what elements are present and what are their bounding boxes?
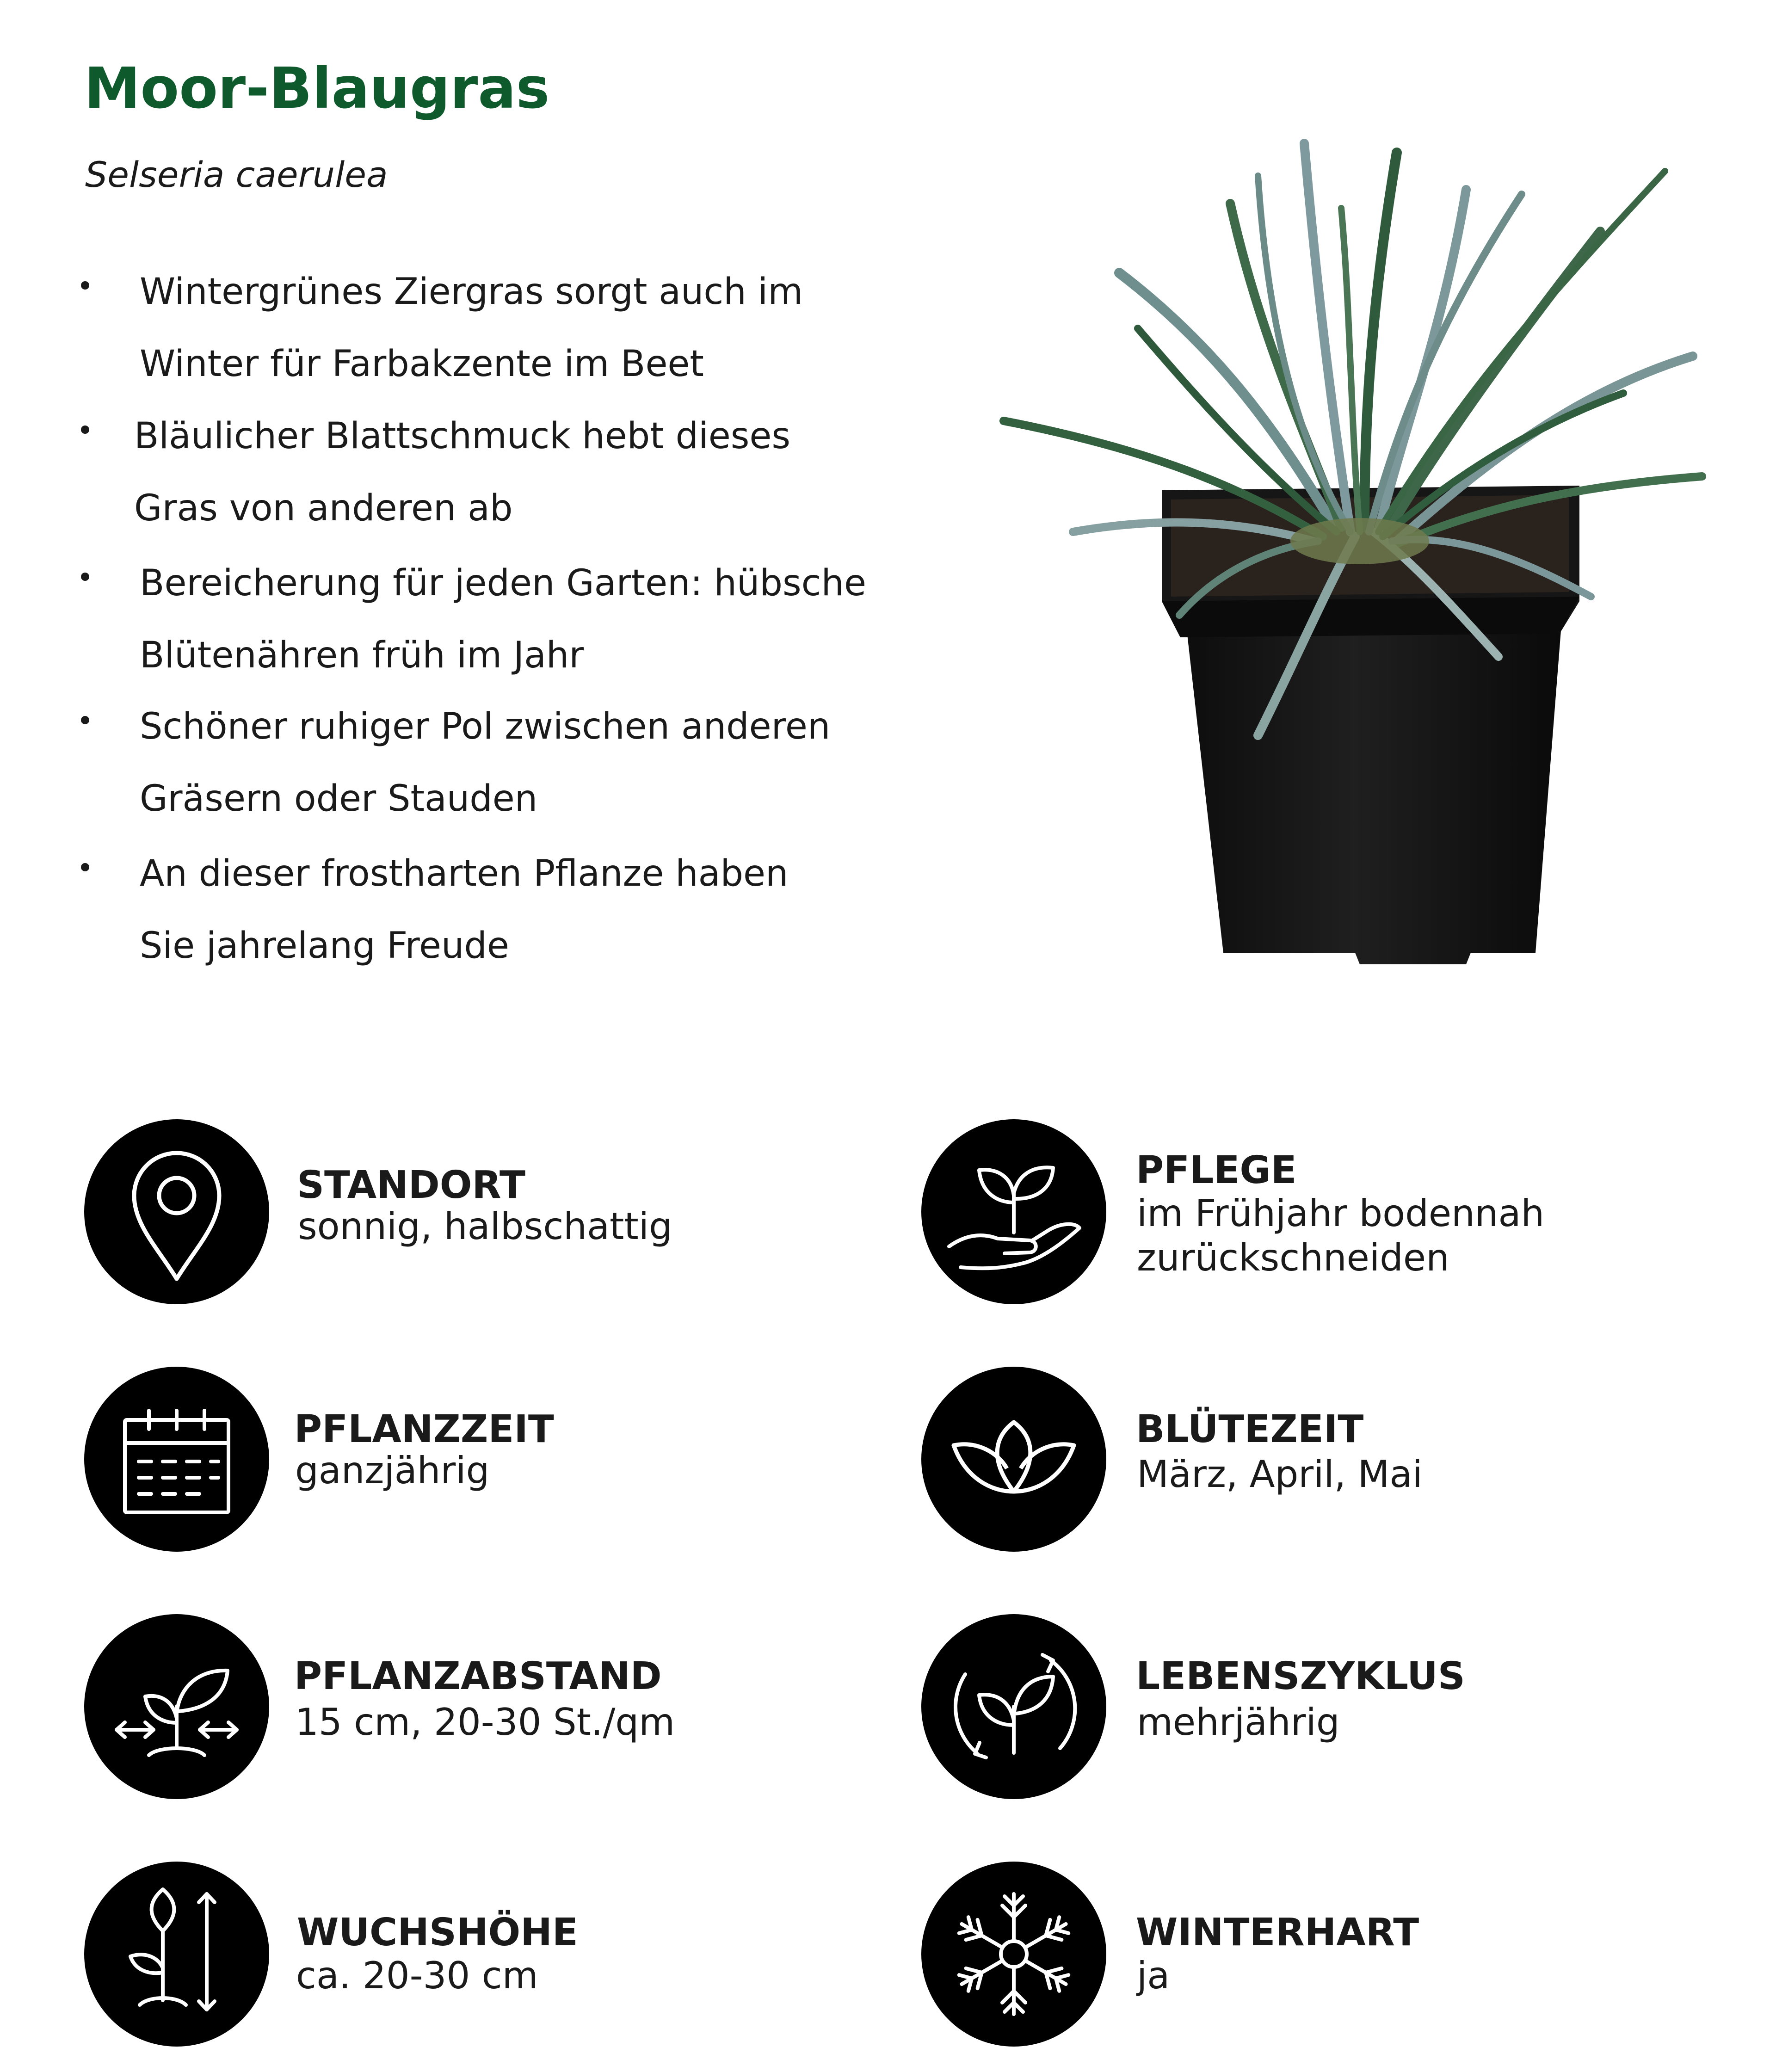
plant-spacing-icon <box>84 1614 269 1799</box>
attribute-value: ca. 20-30 cm <box>296 1954 538 1997</box>
attribute-value: März, April, Mai <box>1137 1453 1423 1496</box>
attribute-label: BLÜTEZEIT <box>1136 1407 1364 1451</box>
feature-list <box>0 0 925 999</box>
feature-line: An dieser frostharten Pflanze haben <box>140 853 789 894</box>
feature-line: Bläulicher Blattschmuck hebt dieses <box>134 415 791 457</box>
attribute-label: WUCHSHÖHE <box>297 1911 578 1955</box>
feature-line: Sie jahrelang Freude <box>140 925 509 967</box>
feature-line: Winter für Farbakzente im Beet <box>140 343 704 385</box>
feature-line: Schöner ruhiger Pol zwischen anderen <box>140 706 831 747</box>
attribute-value: im Frühjahr bodennah <box>1137 1192 1545 1235</box>
attribute-label: PFLANZZEIT <box>294 1407 554 1451</box>
attribute-label: PFLEGE <box>1136 1148 1297 1192</box>
lifecycle-sprout-icon <box>921 1614 1106 1799</box>
calendar-icon <box>84 1367 269 1552</box>
bullet-icon <box>81 426 89 434</box>
lotus-flower-icon <box>921 1367 1106 1552</box>
bullet-icon <box>81 716 89 724</box>
product-title: Moor-Blaugras <box>84 56 550 121</box>
attribute-label: LEBENSZYKLUS <box>1136 1654 1465 1698</box>
attribute-label: PFLANZABSTAND <box>294 1654 662 1698</box>
location-pin-icon <box>84 1119 269 1304</box>
attribute-value: 15 cm, 20-30 St./qm <box>295 1701 675 1744</box>
attribute-value: zurückschneiden <box>1137 1236 1449 1279</box>
plant-pot-image <box>999 134 1720 985</box>
feature-line: Wintergrünes Ziergras sorgt auch im <box>140 271 803 313</box>
bullet-icon <box>81 281 89 290</box>
feature-line: Gras von anderen ab <box>134 487 513 529</box>
feature-line: Blütenähren früh im Jahr <box>140 635 584 676</box>
plant-height-icon <box>84 1862 269 2047</box>
snowflake-icon <box>921 1862 1106 2047</box>
attribute-value: mehrjährig <box>1137 1701 1340 1744</box>
bullet-icon <box>81 573 89 581</box>
bullet-icon <box>81 863 89 871</box>
attribute-value: ganzjährig <box>295 1449 490 1492</box>
attribute-value: ja <box>1137 1954 1170 1997</box>
product-latin-name: Selseria caerulea <box>85 154 388 195</box>
hand-sprout-icon <box>921 1119 1106 1304</box>
attribute-value: sonnig, halbschattig <box>298 1205 672 1248</box>
attribute-label: STANDORT <box>297 1163 525 1207</box>
feature-line: Gräsern oder Stauden <box>140 778 538 820</box>
feature-line: Bereicherung für jeden Garten: hübsche <box>140 562 866 604</box>
attribute-label: WINTERHART <box>1136 1911 1419 1955</box>
